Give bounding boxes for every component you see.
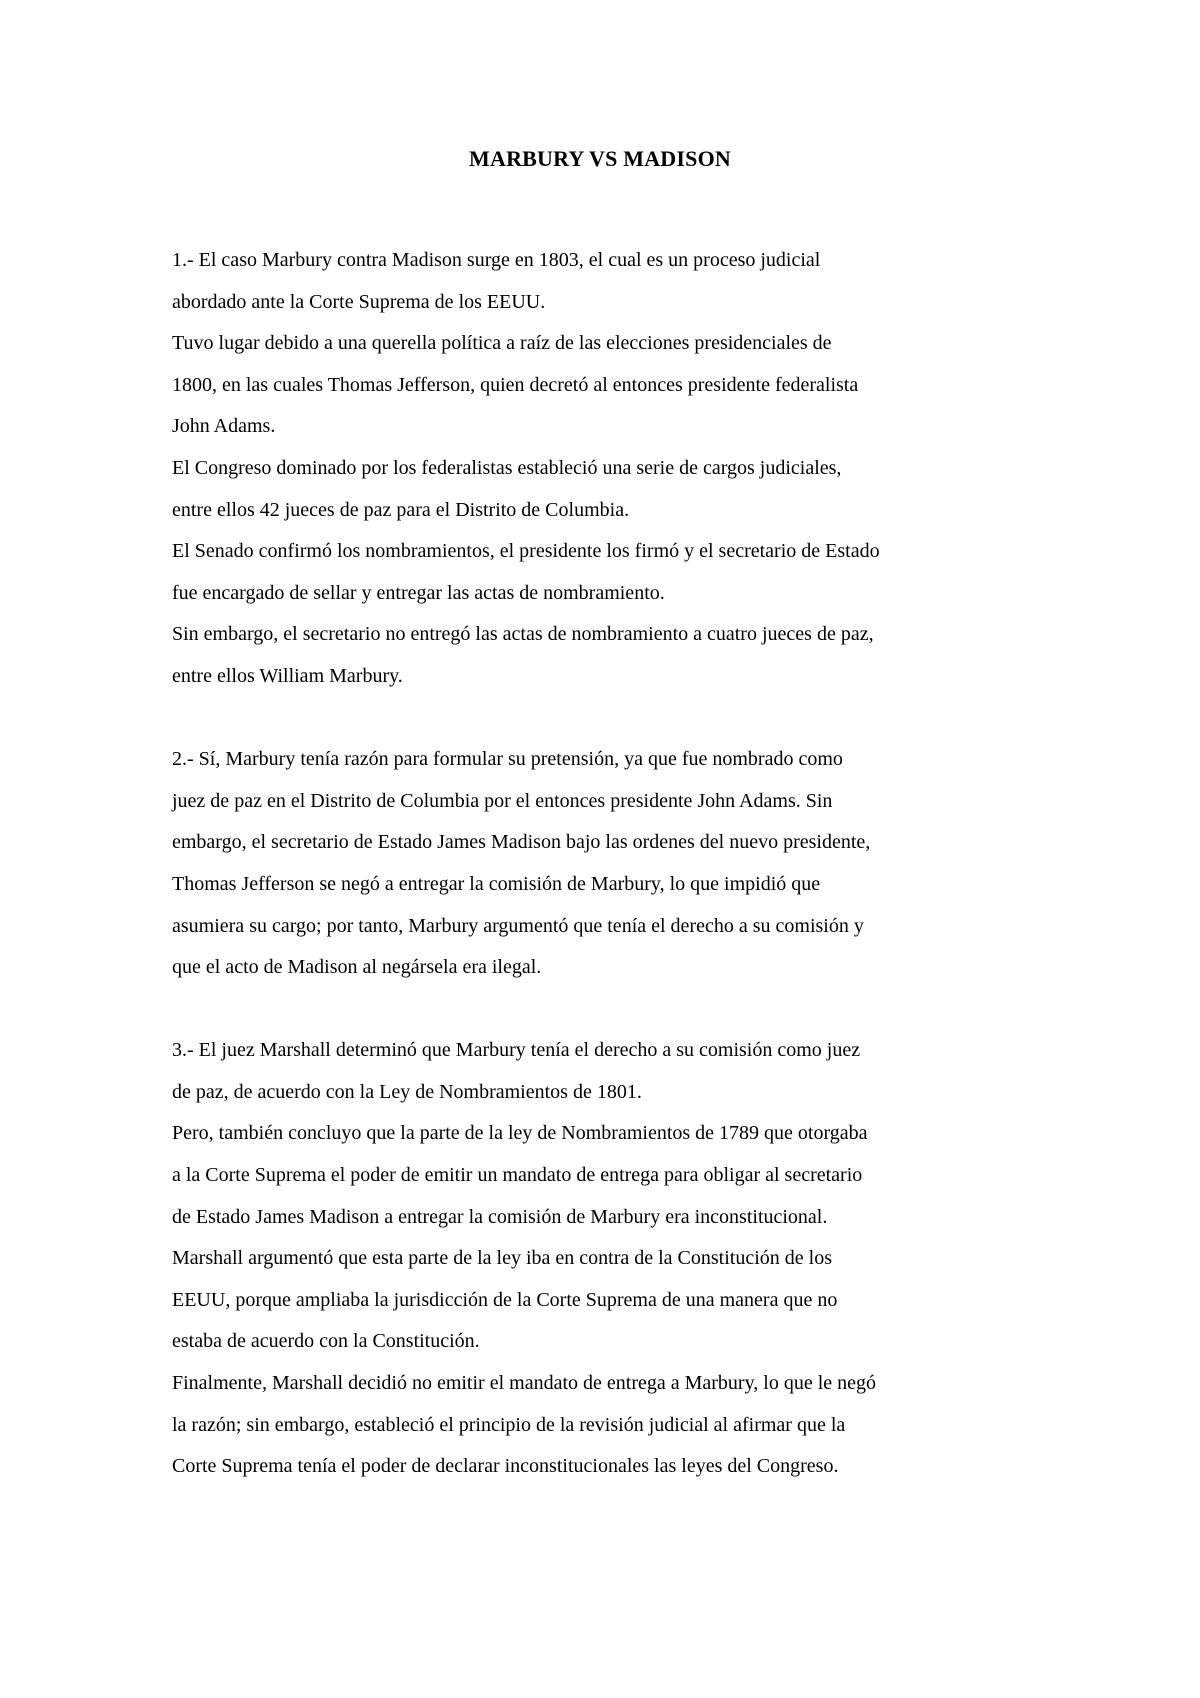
paragraph-line: Finalmente, Marshall decidió no emitir el mandato de entrega a Marbury, lo que le negó	[172, 1372, 877, 1395]
paragraph-line: entre ellos William Marbury.	[172, 664, 403, 687]
section-spacer	[172, 989, 1052, 1031]
document-body	[172, 240, 1052, 1488]
paragraph-line: Pero, también concluyo que la parte de la ley de Nombramientos de 1789 que otorgaba	[172, 1122, 868, 1145]
paragraph-line: Sin embargo, el secretario no entregó las actas de nombramiento a cuatro jueces de paz,	[172, 623, 874, 646]
section-2	[172, 739, 1052, 989]
document-title: MARBURY VS MADISON	[469, 146, 731, 171]
paragraph-line: Marshall argumentó que esta parte de la ley iba en contra de la Constitución de los	[172, 1247, 832, 1270]
paragraph-line: fue encargado de sellar y entregar las actas de nombramiento.	[172, 581, 665, 604]
paragraph-line: John Adams.	[172, 415, 276, 438]
paragraph-line: la razón; sin embargo, estableció el principio de la revisión judicial al afirmar que la	[172, 1413, 846, 1436]
paragraph-line: de paz, de acuerdo con la Ley de Nombramientos de 1801.	[172, 1080, 642, 1103]
paragraph-line: 1800, en las cuales Thomas Jefferson, quien decretó al entonces presidente federalista	[172, 373, 859, 396]
paragraph-line: 3.- El juez Marshall determinó que Marbury tenía el derecho a su comisión como juez	[172, 1039, 861, 1062]
paragraph-line: que el acto de Madison al negársela era ilegal.	[172, 956, 542, 979]
paragraph-line: a la Corte Suprema el poder de emitir un mandato de entrega para obligar al secretario	[172, 1164, 863, 1187]
paragraph-line: estaba de acuerdo con la Constitución.	[172, 1330, 480, 1353]
paragraph-line: entre ellos 42 jueces de paz para el Distrito de Columbia.	[172, 498, 630, 521]
paragraph-line: Corte Suprema tenía el poder de declarar inconstitucionales las leyes del Congreso.	[172, 1455, 839, 1478]
paragraph-line: EEUU, porque ampliaba la jurisdicción de la Corte Suprema de una manera que no	[172, 1288, 838, 1311]
paragraph-line: embargo, el secretario de Estado James Madison bajo las ordenes del nuevo presidente,	[172, 831, 871, 854]
paragraph-line: abordado ante la Corte Suprema de los EEUU.	[172, 290, 546, 313]
paragraph-line: Tuvo lugar debido a una querella política a raíz de las elecciones presidenciales de	[172, 332, 832, 355]
paragraph-line: 1.- El caso Marbury contra Madison surge en 1803, el cual es un proceso judicial	[172, 249, 821, 271]
section-spacer	[172, 698, 1052, 740]
paragraph-line: 2.- Sí, Marbury tenía razón para formular su pretensión, ya que fue nombrado como	[172, 748, 843, 771]
section-1	[172, 240, 1052, 698]
section-3	[172, 1030, 1052, 1488]
paragraph-line: de Estado James Madison a entregar la comisión de Marbury era inconstitucional.	[172, 1205, 828, 1228]
paragraph-line: El Congreso dominado por los federalistas estableció una serie de cargos judiciales,	[172, 456, 842, 479]
paragraph-line: juez de paz en el Distrito de Columbia por el entonces presidente John Adams. Sin	[172, 789, 833, 812]
paragraph-line: asumiera su cargo; por tanto, Marbury argumentó que tenía el derecho a su comisión y	[172, 914, 864, 937]
paragraph-line: Thomas Jefferson se negó a entregar la comisión de Marbury, lo que impidió que	[172, 872, 821, 895]
paragraph-line: El Senado confirmó los nombramientos, el presidente los firmó y el secretario de Estado	[172, 540, 880, 563]
